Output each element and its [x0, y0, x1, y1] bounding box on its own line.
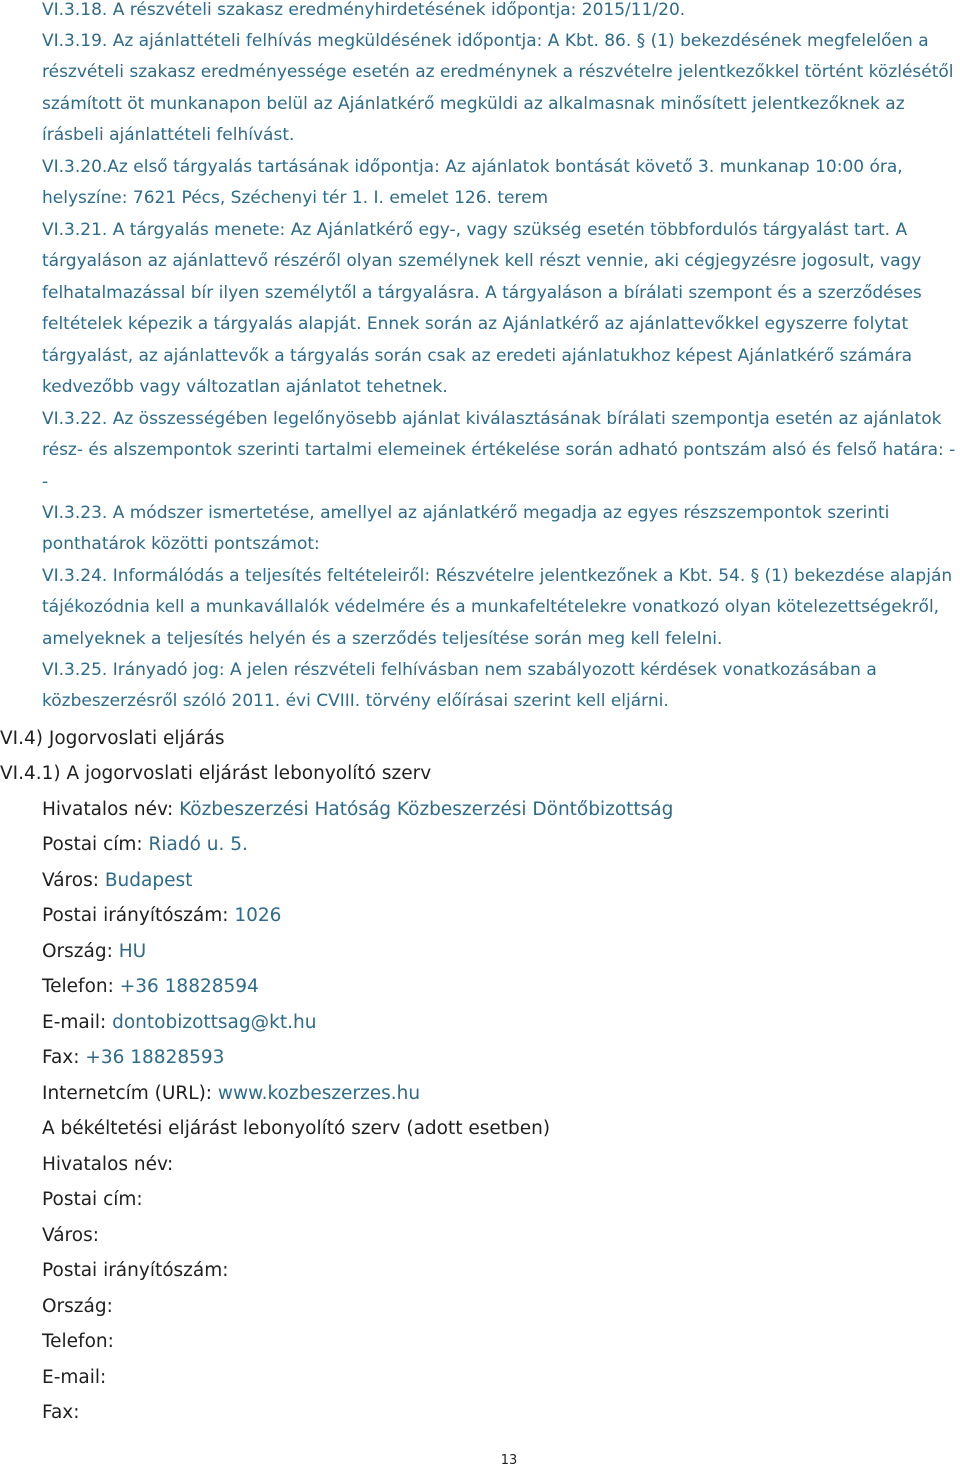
- vi3-23-text: VI.3.23. A módszer ismertetése, amellyel az ajánlatkérő megadja az egyes részszempontok szerinti ponthatárok közötti pontszámot:: [42, 503, 890, 555]
- review-city-label: Város:: [42, 870, 105, 891]
- mediation-country-label: Ország:: [42, 1296, 113, 1317]
- vi3-22-text: VI.3.22. Az összességében legelőnyösebb ajánlat kiválasztásának bírálati szempontja esetén az ajánlatok rész- és alszempontok szerinti tartalmi elemeinek értékelése során adható pontszám alsó és felső határa: --: [42, 409, 956, 492]
- section-subheading-vi4-1: VI.4.1) A jogorvoslati eljárást lebonyolító szerv: [0, 763, 432, 784]
- paragraph-vi3-25: [42, 655, 958, 718]
- review-name-label: Hivatalos név:: [42, 799, 180, 820]
- review-email-label: E-mail:: [42, 1012, 113, 1033]
- review-url-value: www.kozbeszerzes.hu: [217, 1083, 421, 1104]
- review-country-value: HU: [118, 941, 147, 962]
- review-postcode-value: 1026: [234, 905, 282, 926]
- review-fax-value: +36 18828593: [85, 1047, 225, 1068]
- paragraph-vi3-18: [42, 0, 958, 26]
- review-email-value: dontobizottsag@kt.hu: [112, 1012, 317, 1033]
- review-fax-label: Fax:: [42, 1047, 86, 1068]
- review-postcode-row: [42, 904, 942, 928]
- vi3-19-text: VI.3.19. Az ajánlattételi felhívás megküldésének időpontja: A Kbt. 86. § (1) bekezdésének megfelelően a részvételi szakasz eredményessége esetén az eredménynek a részvételre jelentkezőkkel történt közlésétől számított öt munkanapon belül az Ajánlatkérő megküldi az alkalmasnak minősített jelentkezőknek az írásbeli ajánlattételi felhívást.: [42, 31, 954, 146]
- review-address-row: [42, 833, 942, 857]
- mediation-address-label: Postai cím:: [42, 1189, 143, 1210]
- mediation-name-label: Hivatalos név:: [42, 1154, 174, 1175]
- paragraph-vi3-20: [42, 152, 958, 215]
- mediation-email-label: E-mail:: [42, 1367, 107, 1388]
- review-city-row: [42, 869, 942, 893]
- paragraph-vi3-22: [42, 404, 958, 498]
- paragraph-vi3-24: [42, 561, 958, 655]
- review-address-label: Postai cím:: [42, 834, 149, 855]
- review-phone-row: [42, 975, 942, 999]
- mediation-city-label: Város:: [42, 1225, 99, 1246]
- vi3-24-text: VI.3.24. Informálódás a teljesítés feltételeiről: Részvételre jelentkezőnek a Kbt. 54. § (1) bekezdése alapján tájékozódnia kell a munkavállalók védelmére és a munkafeltételekre vonatkozó olyan kötelezettségekről, amelyeknek a teljesítés helyén és a szerződés teljesítése során meg kell felelni.: [42, 566, 953, 649]
- mediation-fax-label: Fax:: [42, 1402, 80, 1423]
- mediation-phone-label: Telefon:: [42, 1331, 114, 1352]
- review-country-label: Ország:: [42, 941, 119, 962]
- vi3-25-text: VI.3.25. Irányadó jog: A jelen részvételi felhívásban nem szabályozott kérdések vonatkozásában a közbeszerzésről szóló 2011. évi CVIII. törvény előírásai szerint kell eljárni.: [42, 660, 877, 712]
- vi3-21-lead: VI.3.21. A tárgyalás menete: Az Ajánlatkérő egy-, vagy szükség esetén többfordulós tárgyalást tart.: [42, 220, 891, 240]
- review-name-value: Közbeszerzési Hatóság Közbeszerzési Döntőbizottság: [179, 799, 674, 820]
- review-city-value: Budapest: [104, 870, 193, 891]
- review-email-row: [42, 1011, 942, 1035]
- review-address-value: Riadó u. 5.: [148, 834, 248, 855]
- mediation-postcode-label: Postai irányítószám:: [42, 1260, 229, 1281]
- review-country-row: [42, 940, 942, 964]
- page-number: 13: [500, 1453, 518, 1468]
- section-heading-vi4: VI.4) Jogorvoslati eljárás: [0, 728, 225, 749]
- review-phone-value: +36 18828594: [119, 976, 259, 997]
- mediation-heading: A békéltetési eljárást lebonyolító szerv (adott esetben): [42, 1118, 551, 1139]
- vi3-18-text: VI.3.18. A részvételi szakasz eredményhirdetésének időpontja: 2015/11/20.: [42, 0, 686, 20]
- vi3-21-rest: A tárgyaláson az ajánlattevő részéről olyan személynek kell részt vennie, aki cégjegyzésre jogosult, vagy felhatalmazással bír ilyen személytől a tárgyalásra. A tárgyaláson a bírálati szempont és a szerződéses feltételek képezik a tárgyalás alapját. Ennek során az Ajánlatkérő az ajánlattevőkkel egyszerre folytat tárgyalást, az ajánlattevők a tárgyalás során csak az eredeti ajánlatukhoz képest Ajánlatkérő számára kedvezőbb vagy változatlan ajánlatot tehetnek.: [42, 220, 922, 398]
- paragraph-vi3-23: [42, 498, 958, 561]
- review-phone-label: Telefon:: [42, 976, 120, 997]
- vi3-20-text: VI.3.20.Az első tárgyalás tartásának időpontja: Az ajánlatok bontását követő 3. munkanap 10:00 óra, helyszíne: 7621 Pécs, Széchenyi tér 1. I. emelet 126. terem: [42, 157, 903, 209]
- review-url-label: Internetcím (URL):: [42, 1083, 218, 1104]
- review-url-row: [42, 1082, 942, 1106]
- review-name-row: [42, 798, 942, 822]
- paragraph-vi3-19: [42, 26, 958, 152]
- review-fax-row: [42, 1046, 942, 1070]
- paragraph-vi3-21: [42, 215, 958, 403]
- review-postcode-label: Postai irányítószám:: [42, 905, 235, 926]
